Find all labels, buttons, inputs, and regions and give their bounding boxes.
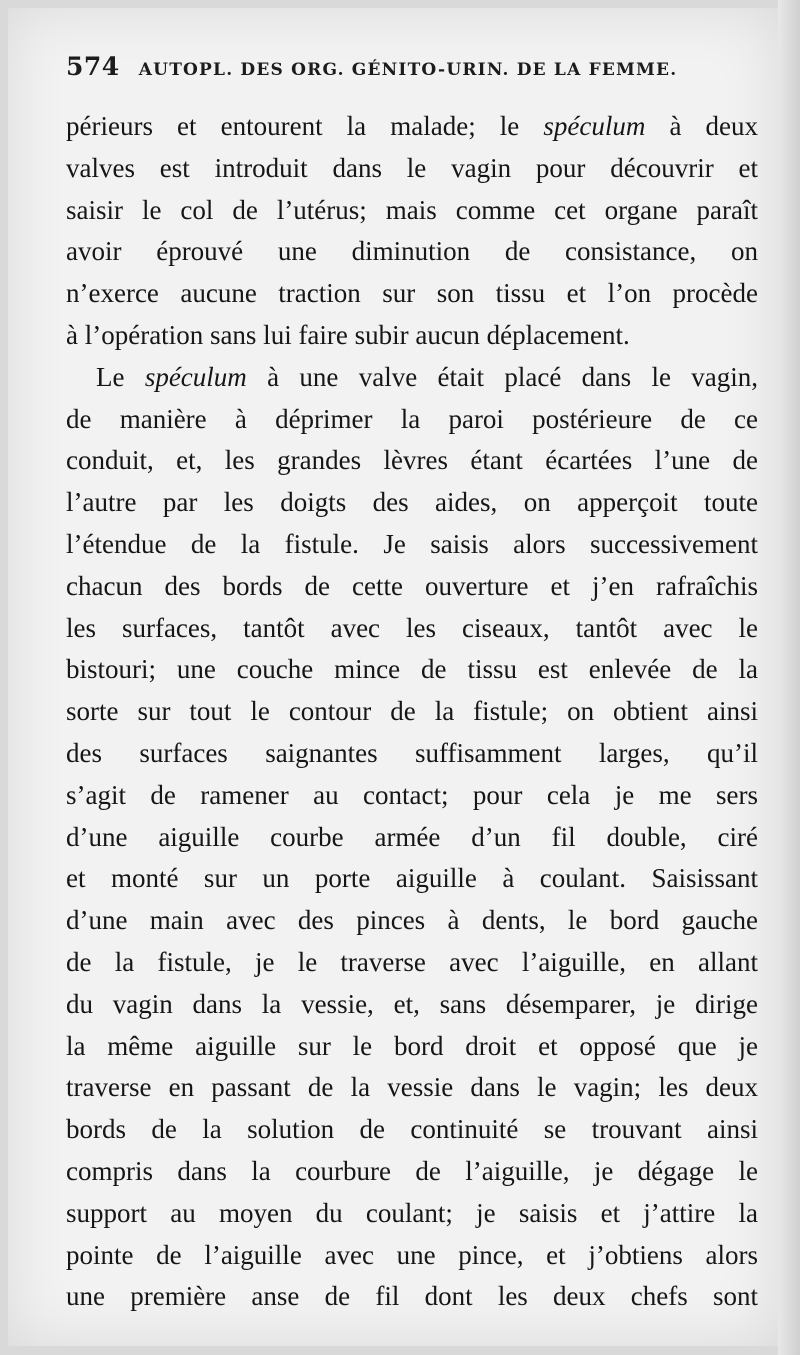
text-segment: des surfaces saignantes suffisamment larges, qu’il [66,737,758,768]
text-segment: du vagin dans la vessie, et, sans désemparer, je dirige [66,988,758,1019]
text-line [66,984,758,1026]
text-line [66,1276,758,1318]
text-segment: compris dans la courbure de l’aiguille, je dégage le [66,1155,758,1186]
text-segment: les surfaces, tantôt avec les ciseaux, tantôt avec le [66,612,758,643]
text-line [66,608,758,650]
text-line [66,399,758,441]
text-segment: avoir éprouvé une diminution de consistance, on [66,236,758,267]
running-title: AUTOPL. DES ORG. GÉNITO-URIN. DE LA FEMME. [138,60,678,80]
text-line [66,440,758,482]
page-number: 574 [66,52,120,81]
text-segment: chacun des bords de cette ouverture et j’en rafraîchis [66,570,758,601]
text-segment: d’une main avec des pinces à dents, le bord gauche [66,905,758,936]
text-line [66,649,758,691]
text-segment: l’autre par les doigts des aides, on apperçoit toute [66,487,758,518]
text-line [66,1109,758,1151]
text-segment: à deux [645,111,759,141]
text-line [66,315,758,357]
text-line [66,524,758,566]
text-segment: la même aiguille sur le bord droit et opposé que je [66,1030,758,1061]
text-segment: périeurs et entourent la malade; le [66,111,544,141]
text-line [66,1151,758,1193]
text-segment: et monté sur un porte aiguille à coulant. Saisissant [66,863,758,894]
text-segment: d’une aiguille courbe armée d’un fil double, ciré [66,821,758,852]
text-line [66,106,758,148]
italic-term: spéculum [144,361,247,392]
text-line [66,231,758,273]
text-segment: à une valve était placé dans le vagin, [246,361,758,392]
text-segment: bistouri; une couche mince de tissu est enlevée de la [66,654,758,685]
text-line [66,942,758,984]
body-text [66,106,758,1318]
text-segment: saisir le col de l’utérus; mais comme cet organe paraît [66,194,758,225]
page-header [66,52,756,88]
text-segment: une première anse de fil dont les deux chefs sont [66,1281,758,1312]
text-line [66,691,758,733]
text-segment: support au moyen du coulant; je saisis et j’attire la [66,1197,758,1228]
text-segment: Le [96,361,145,392]
text-segment: l’étendue de la fistule. Je saisis alors successivement [66,528,758,559]
text-line [66,273,758,315]
text-segment: conduit, et, les grandes lèvres étant écartées l’une de [66,445,758,476]
text-segment: à l’opération sans lui faire subir aucun déplacement. [66,319,630,350]
text-line [66,1193,758,1235]
text-line [66,733,758,775]
book-page [8,8,778,1346]
text-segment: s’agit de ramener au contact; pour cela je me sers [66,779,758,810]
text-segment: bords de la solution de continuité se trouvant ainsi [66,1114,758,1145]
text-line [66,1067,758,1109]
text-segment: valves est introduit dans le vagin pour découvrir et [66,152,758,183]
text-line [66,482,758,524]
text-line [66,566,758,608]
text-line [66,775,758,817]
text-line [66,900,758,942]
text-segment: de manière à déprimer la paroi postérieure de ce [66,403,758,434]
text-line [66,1235,758,1277]
italic-term: spéculum [543,111,646,141]
text-segment: traverse en passant de la vessie dans le vagin; les deux [66,1072,758,1103]
text-segment: de la fistule, je le traverse avec l’aiguille, en allant [66,946,758,977]
text-line [66,858,758,900]
text-segment: pointe de l’aiguille avec une pince, et j’obtiens alors [66,1239,758,1270]
text-line [66,190,758,232]
text-line [66,817,758,859]
text-line [66,1026,758,1068]
text-segment: sorte sur tout le contour de la fistule; on obtient ainsi [66,696,758,727]
text-line [66,357,758,399]
text-segment: n’exerce aucune traction sur son tissu et l’on procède [66,278,758,309]
page-edge [778,0,800,1355]
text-line [66,148,758,190]
